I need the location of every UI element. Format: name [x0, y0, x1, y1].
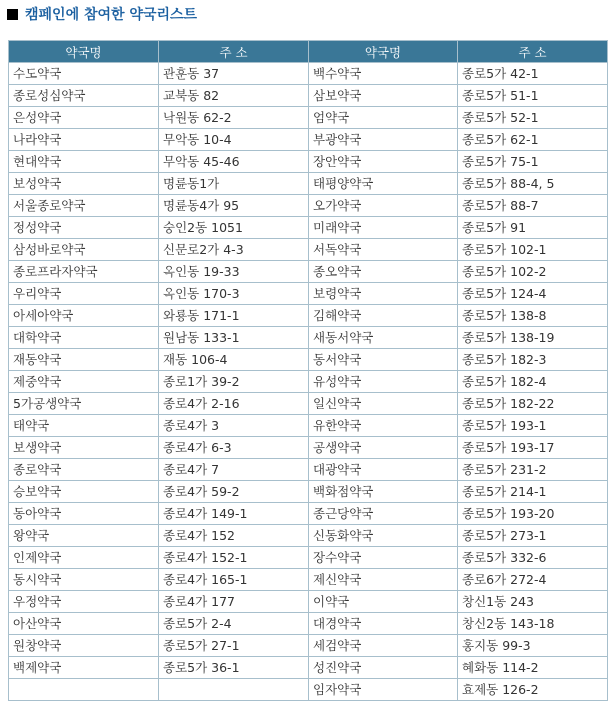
address-cell: 종로4가 7 — [159, 459, 309, 481]
address-cell: 신문로2가 4-3 — [159, 239, 309, 261]
pharmacy-name-cell: 태평양약국 — [309, 173, 458, 195]
pharmacy-name-cell: 서독약국 — [309, 239, 458, 261]
pharmacy-name-cell — [9, 679, 159, 701]
address-cell: 종로5가 273-1 — [458, 525, 608, 547]
pharmacy-name-cell: 백수약국 — [309, 63, 458, 85]
table-row — [9, 437, 608, 459]
pharmacy-name-cell: 아산약국 — [9, 613, 159, 635]
address-cell: 종로4가 149-1 — [159, 503, 309, 525]
column-header-address: 주 소 — [458, 41, 608, 63]
address-cell: 무악동 10-4 — [159, 129, 309, 151]
pharmacy-name-cell: 우정약국 — [9, 591, 159, 613]
table-row — [9, 459, 608, 481]
address-cell: 종로4가 152 — [159, 525, 309, 547]
pharmacy-name-cell: 신동화약국 — [309, 525, 458, 547]
address-cell: 종로5가 75-1 — [458, 151, 608, 173]
pharmacy-name-cell: 삼성바로약국 — [9, 239, 159, 261]
table-row — [9, 569, 608, 591]
address-cell: 종로5가 124-4 — [458, 283, 608, 305]
address-cell: 종로5가 138-19 — [458, 327, 608, 349]
address-cell: 종로5가 42-1 — [458, 63, 608, 85]
address-cell: 관훈동 37 — [159, 63, 309, 85]
pharmacy-name-cell: 인제약국 — [9, 547, 159, 569]
table-row — [9, 547, 608, 569]
pharmacy-name-cell: 서울종로약국 — [9, 195, 159, 217]
pharmacy-name-cell: 현대약국 — [9, 151, 159, 173]
table-row — [9, 481, 608, 503]
address-cell: 종로4가 152-1 — [159, 547, 309, 569]
pharmacy-name-cell: 태약국 — [9, 415, 159, 437]
address-cell: 종로4가 177 — [159, 591, 309, 613]
address-cell: 종로4가 59-2 — [159, 481, 309, 503]
address-cell: 종로5가 193-1 — [458, 415, 608, 437]
table-row — [9, 679, 608, 701]
pharmacy-name-cell: 유성약국 — [309, 371, 458, 393]
pharmacy-name-cell: 제중약국 — [9, 371, 159, 393]
black-square-icon — [7, 9, 18, 20]
table-row — [9, 305, 608, 327]
table-row — [9, 635, 608, 657]
address-cell: 종로5가 182-4 — [458, 371, 608, 393]
table-row — [9, 63, 608, 85]
address-cell: 혜화동 114-2 — [458, 657, 608, 679]
table-row — [9, 591, 608, 613]
address-cell: 명륜동1가 — [159, 173, 309, 195]
pharmacy-name-cell: 새동서약국 — [309, 327, 458, 349]
address-cell: 와룡동 171-1 — [159, 305, 309, 327]
pharmacy-name-cell: 미래약국 — [309, 217, 458, 239]
pharmacy-name-cell: 일신약국 — [309, 393, 458, 415]
pharmacy-name-cell: 보성약국 — [9, 173, 159, 195]
pharmacy-name-cell: 종근당약국 — [309, 503, 458, 525]
address-cell: 재동 106-4 — [159, 349, 309, 371]
table-header-row — [9, 41, 608, 63]
address-cell: 원남동 133-1 — [159, 327, 309, 349]
table-row — [9, 173, 608, 195]
address-cell: 종로5가 91 — [458, 217, 608, 239]
pharmacy-name-cell: 장안약국 — [309, 151, 458, 173]
pharmacy-name-cell: 엄약국 — [309, 107, 458, 129]
pharmacy-name-cell: 수도약국 — [9, 63, 159, 85]
column-header-address: 주 소 — [159, 41, 309, 63]
address-cell: 종로5가 231-2 — [458, 459, 608, 481]
table-row — [9, 371, 608, 393]
pharmacy-name-cell: 유한약국 — [309, 415, 458, 437]
pharmacy-name-cell: 동서약국 — [309, 349, 458, 371]
address-cell: 종로5가 193-17 — [458, 437, 608, 459]
address-cell: 종로4가 6-3 — [159, 437, 309, 459]
table-row — [9, 657, 608, 679]
address-cell: 종로4가 3 — [159, 415, 309, 437]
address-cell: 종로5가 182-22 — [458, 393, 608, 415]
page-title: 캠페인에 참여한 약국리스트 — [25, 7, 198, 23]
address-cell — [159, 679, 309, 701]
table-row — [9, 217, 608, 239]
table-row — [9, 261, 608, 283]
pharmacy-name-cell: 이약국 — [309, 591, 458, 613]
pharmacy-name-cell: 보령약국 — [309, 283, 458, 305]
address-cell: 종로5가 51-1 — [458, 85, 608, 107]
table-row — [9, 393, 608, 415]
pharmacy-name-cell: 동아약국 — [9, 503, 159, 525]
address-cell: 종로5가 88-4, 5 — [458, 173, 608, 195]
pharmacy-name-cell: 아세아약국 — [9, 305, 159, 327]
table-row — [9, 613, 608, 635]
table-row — [9, 327, 608, 349]
pharmacy-list-table — [8, 40, 608, 701]
address-cell: 종로5가 102-2 — [458, 261, 608, 283]
pharmacy-name-cell: 세검약국 — [309, 635, 458, 657]
address-cell: 종로6가 272-4 — [458, 569, 608, 591]
pharmacy-name-cell: 제신약국 — [309, 569, 458, 591]
pharmacy-name-cell: 은성약국 — [9, 107, 159, 129]
pharmacy-name-cell: 나라약국 — [9, 129, 159, 151]
address-cell: 종로5가 102-1 — [458, 239, 608, 261]
pharmacy-name-cell: 왕약국 — [9, 525, 159, 547]
address-cell: 종로4가 2-16 — [159, 393, 309, 415]
pharmacy-name-cell: 동시약국 — [9, 569, 159, 591]
address-cell: 종로5가 138-8 — [458, 305, 608, 327]
table-row — [9, 129, 608, 151]
table-row — [9, 349, 608, 371]
pharmacy-name-cell: 종오약국 — [309, 261, 458, 283]
pharmacy-name-cell: 임자약국 — [309, 679, 458, 701]
column-header-pharmacy-name: 약국명 — [9, 41, 159, 63]
pharmacy-name-cell: 장수약국 — [309, 547, 458, 569]
address-cell: 창신2동 143-18 — [458, 613, 608, 635]
pharmacy-name-cell: 승보약국 — [9, 481, 159, 503]
address-cell: 교북동 82 — [159, 85, 309, 107]
pharmacy-name-cell: 대경약국 — [309, 613, 458, 635]
pharmacy-name-cell: 오가약국 — [309, 195, 458, 217]
column-header-pharmacy-name: 약국명 — [309, 41, 458, 63]
pharmacy-name-cell: 공생약국 — [309, 437, 458, 459]
pharmacy-name-cell: 재동약국 — [9, 349, 159, 371]
pharmacy-name-cell: 대학약국 — [9, 327, 159, 349]
pharmacy-name-cell: 종로약국 — [9, 459, 159, 481]
pharmacy-name-cell: 우리약국 — [9, 283, 159, 305]
address-cell: 옥인동 19-33 — [159, 261, 309, 283]
pharmacy-name-cell: 대광약국 — [309, 459, 458, 481]
address-cell: 무악동 45-46 — [159, 151, 309, 173]
address-cell: 종로5가 52-1 — [458, 107, 608, 129]
pharmacy-name-cell: 보생약국 — [9, 437, 159, 459]
pharmacy-name-cell: 종로프라자약국 — [9, 261, 159, 283]
table-row — [9, 85, 608, 107]
pharmacy-name-cell: 백제약국 — [9, 657, 159, 679]
pharmacy-name-cell: 원창약국 — [9, 635, 159, 657]
table-row — [9, 415, 608, 437]
table-row — [9, 239, 608, 261]
address-cell: 창신1동 243 — [458, 591, 608, 613]
address-cell: 종로5가 182-3 — [458, 349, 608, 371]
pharmacy-name-cell: 성진약국 — [309, 657, 458, 679]
address-cell: 옥인동 170-3 — [159, 283, 309, 305]
table-row — [9, 151, 608, 173]
pharmacy-name-cell: 김해약국 — [309, 305, 458, 327]
address-cell: 종로5가 193-20 — [458, 503, 608, 525]
table-row — [9, 107, 608, 129]
address-cell: 종로5가 2-4 — [159, 613, 309, 635]
address-cell: 홍지동 99-3 — [458, 635, 608, 657]
list-title — [7, 4, 197, 24]
table-row — [9, 525, 608, 547]
address-cell: 종로5가 36-1 — [159, 657, 309, 679]
table-row — [9, 195, 608, 217]
address-cell: 종로5가 62-1 — [458, 129, 608, 151]
address-cell: 효제동 126-2 — [458, 679, 608, 701]
pharmacy-name-cell: 삼보약국 — [309, 85, 458, 107]
address-cell: 종로1가 39-2 — [159, 371, 309, 393]
address-cell: 종로5가 214-1 — [458, 481, 608, 503]
pharmacy-name-cell: 백화점약국 — [309, 481, 458, 503]
address-cell: 종로5가 332-6 — [458, 547, 608, 569]
pharmacy-name-cell: 부광약국 — [309, 129, 458, 151]
address-cell: 낙원동 62-2 — [159, 107, 309, 129]
pharmacy-name-cell: 5가공생약국 — [9, 393, 159, 415]
address-cell: 종로4가 165-1 — [159, 569, 309, 591]
pharmacy-name-cell: 정성약국 — [9, 217, 159, 239]
address-cell: 종로5가 88-7 — [458, 195, 608, 217]
table-row — [9, 503, 608, 525]
address-cell: 명륜동4가 95 — [159, 195, 309, 217]
address-cell: 숭인2동 1051 — [159, 217, 309, 239]
address-cell: 종로5가 27-1 — [159, 635, 309, 657]
table-row — [9, 283, 608, 305]
pharmacy-name-cell: 종로성심약국 — [9, 85, 159, 107]
